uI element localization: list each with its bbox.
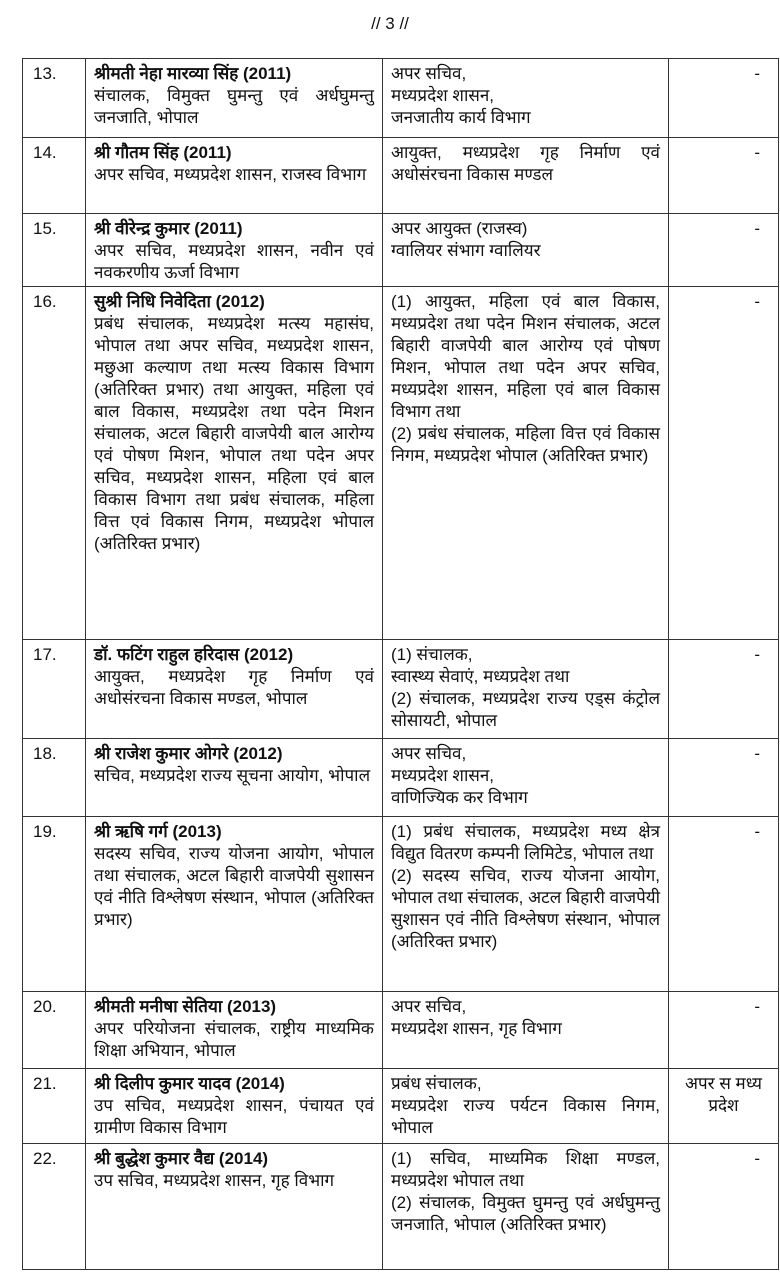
remarks-cell <box>669 214 779 287</box>
officer-name: डॉ. फटिंग राहुल हरिदास (2012) <box>94 645 294 664</box>
new-posting-cell <box>383 59 669 138</box>
new-posting-line: (2) संचालक, विमुक्त घुमन्तु एवं अर्धघुमन्तु जनजाति, भोपाल (अतिरिक्त प्रभार) <box>391 1193 660 1234</box>
new-posting-line: मध्यप्रदेश राज्य पर्यटन विकास निगम, भोपाल <box>391 1096 660 1137</box>
remarks-cell <box>669 59 779 138</box>
officer-cell <box>86 739 383 817</box>
officer-name: श्री ऋषि गर्ग (2013) <box>94 822 222 841</box>
new-posting-line: (1) सचिव, माध्यमिक शिक्षा मण्डल, मध्यप्रदेश भोपाल तथा <box>391 1149 660 1190</box>
serial-number: 14. <box>23 138 86 214</box>
remarks: - <box>754 143 760 162</box>
new-posting-line: (1) संचालक, <box>391 645 473 664</box>
officer-cell <box>86 1069 383 1144</box>
current-posting: उप सचिव, मध्यप्रदेश शासन, पंचायत एवं ग्रामीण विकास विभाग <box>94 1096 374 1137</box>
remarks: अपर स मध्य प्रदेश <box>685 1074 762 1115</box>
new-posting-line: मध्यप्रदेश शासन, गृह विभाग <box>391 1019 562 1038</box>
officer-cell <box>86 992 383 1069</box>
new-posting-line: मध्यप्रदेश शासन, <box>391 766 495 785</box>
current-posting: अपर सचिव, मध्यप्रदेश शासन, राजस्व विभाग <box>94 165 367 184</box>
current-posting: अपर सचिव, मध्यप्रदेश शासन, नवीन एवं नवकरणीय ऊर्जा विभाग <box>94 241 374 282</box>
table-row <box>23 287 779 640</box>
current-posting: उप सचिव, मध्यप्रदेश शासन, गृह विभाग <box>94 1171 335 1190</box>
remarks-cell <box>669 138 779 214</box>
new-posting-cell <box>383 739 669 817</box>
new-posting-line: अपर आयुक्त (राजस्व) <box>391 219 528 238</box>
current-posting: सदस्य सचिव, राज्य योजना आयोग, भोपाल तथा संचालक, अटल बिहारी वाजपेयी सुशासन एवं नीति विश्लेषण संस्थान, भोपाल (अतिरिक्त प्रभार) <box>94 844 374 929</box>
new-posting-line: अपर सचिव, <box>391 997 467 1016</box>
officer-name: श्री दिलीप कुमार यादव (2014) <box>94 1074 285 1093</box>
new-posting-line: प्रबंध संचालक, <box>391 1074 482 1093</box>
serial-number: 22. <box>23 1144 86 1270</box>
table-row <box>23 992 779 1069</box>
new-posting-line: (2) संचालक, मध्यप्रदेश राज्य एड्स कंट्रोल सोसायटी, भोपाल <box>391 689 660 730</box>
serial-number: 16. <box>23 287 86 640</box>
new-posting-line: (2) सदस्य सचिव, राज्य योजना आयोग, भोपाल तथा संचालक, अटल बिहारी वाजपेयी सुशासन एवं नीति विश्लेषण संस्थान, भोपाल (अतिरिक्त प्रभार) <box>391 866 660 951</box>
officer-cell <box>86 59 383 138</box>
remarks: - <box>754 645 760 664</box>
new-posting-line: आयुक्त, मध्यप्रदेश गृह निर्माण एवं अधोसंरचना विकास मण्डल <box>391 143 660 184</box>
officer-name: श्री वीरेन्द्र कुमार (2011) <box>94 219 243 238</box>
transfer-table <box>22 58 779 1270</box>
new-posting-line: मध्यप्रदेश शासन, <box>391 86 495 105</box>
new-posting-cell <box>383 992 669 1069</box>
remarks-cell <box>669 287 779 640</box>
new-posting-line: स्वास्थ्य सेवाएं, मध्यप्रदेश तथा <box>391 667 570 686</box>
officer-cell <box>86 214 383 287</box>
table-row <box>23 214 779 287</box>
officer-name: श्री बुद्धेश कुमार वैद्य (2014) <box>94 1149 269 1168</box>
table-row <box>23 739 779 817</box>
remarks-cell <box>669 817 779 992</box>
serial-number: 15. <box>23 214 86 287</box>
remarks: - <box>754 822 760 841</box>
new-posting-cell <box>383 1144 669 1270</box>
new-posting-line: ग्वालियर संभाग ग्वालियर <box>391 241 541 260</box>
serial-number: 20. <box>23 992 86 1069</box>
remarks-cell <box>669 992 779 1069</box>
current-posting: संचालक, विमुक्त घुमन्तु एवं अर्धघुमन्तु जनजाति, भोपाल <box>94 86 374 127</box>
remarks: - <box>754 219 760 238</box>
serial-number: 17. <box>23 640 86 739</box>
table-row <box>23 817 779 992</box>
new-posting-cell <box>383 214 669 287</box>
table-row <box>23 138 779 214</box>
officer-cell <box>86 817 383 992</box>
officer-name: श्री गौतम सिंह (2011) <box>94 143 232 162</box>
serial-number: 13. <box>23 59 86 138</box>
remarks: - <box>754 744 760 763</box>
current-posting: आयुक्त, मध्यप्रदेश गृह निर्माण एवं अधोसंरचना विकास मण्डल, भोपाल <box>94 667 374 708</box>
officer-name: श्री राजेश कुमार ओगरे (2012) <box>94 744 283 763</box>
current-posting: प्रबंध संचालक, मध्यप्रदेश मत्स्य महासंघ, भोपाल तथा अपर सचिव, मध्यप्रदेश शासन, मछुआ कल्याण तथा मत्स्य विकास विभाग (अतिरिक्त प्रभार) तथा आयुक्त, महिला एवं बाल विकास, मध्यप्रदेश तथा पदेन मिशन संचालक, अटल बिहारी वाजपेयी बाल आरोग्य एवं पोषण मिशन, भोपाल तथा पदेन अपर सचिव, मध्यप्रदेश शासन, महिला एवं बाल विकास विभाग तथा प्रबंध संचालक, महिला वित्त एवं विकास निगम, मध्यप्रदेश भोपाल (अतिरिक्त प्रभार) <box>94 314 374 553</box>
new-posting-line: अपर सचिव, <box>391 64 467 83</box>
officer-cell <box>86 138 383 214</box>
table-row <box>23 1144 779 1270</box>
remarks-cell <box>669 739 779 817</box>
new-posting-line: (2) प्रबंध संचालक, महिला वित्त एवं विकास निगम, मध्यप्रदेश भोपाल (अतिरिक्त प्रभार) <box>391 424 660 465</box>
new-posting-line: अपर सचिव, <box>391 744 467 763</box>
remarks-cell <box>669 1144 779 1270</box>
new-posting-cell <box>383 1069 669 1144</box>
new-posting-cell <box>383 138 669 214</box>
officer-name: श्रीमती मनीषा सेतिया (2013) <box>94 997 277 1016</box>
new-posting-line: (1) आयुक्त, महिला एवं बाल विकास, मध्यप्रदेश तथा पदेन मिशन संचालक, अटल बिहारी वाजपेयी बाल आरोग्य एवं पोषण मिशन, भोपाल तथा पदेन अपर सचिव, मध्यप्रदेश शासन, महिला एवं बाल विकास विभाग तथा <box>391 292 660 421</box>
new-posting-line: (1) प्रबंध संचालक, मध्यप्रदेश मध्य क्षेत्र विद्युत वितरण कम्पनी लिमिटेड, भोपाल तथा <box>391 822 660 863</box>
officer-cell <box>86 287 383 640</box>
remarks-cell <box>669 1069 779 1144</box>
serial-number: 19. <box>23 817 86 992</box>
remarks: - <box>754 292 760 311</box>
remarks: - <box>754 64 760 83</box>
officer-name: सुश्री निधि निवेदिता (2012) <box>94 292 265 311</box>
new-posting-line: जनजातीय कार्य विभाग <box>391 108 531 127</box>
remarks: - <box>754 997 760 1016</box>
new-posting-cell <box>383 287 669 640</box>
serial-number: 18. <box>23 739 86 817</box>
officer-name: श्रीमती नेहा मारव्या सिंह (2011) <box>94 64 292 83</box>
new-posting-line: वाणिज्यिक कर विभाग <box>391 788 528 807</box>
table-row <box>23 640 779 739</box>
new-posting-cell <box>383 640 669 739</box>
serial-number: 21. <box>23 1069 86 1144</box>
current-posting: अपर परियोजना संचालक, राष्ट्रीय माध्यमिक शिक्षा अभियान, भोपाल <box>94 1019 374 1060</box>
officer-cell <box>86 1144 383 1270</box>
remarks-cell <box>669 640 779 739</box>
table-row <box>23 59 779 138</box>
page-number: // 3 // <box>371 14 409 33</box>
current-posting: सचिव, मध्यप्रदेश राज्य सूचना आयोग, भोपाल <box>94 766 371 785</box>
table-row <box>23 1069 779 1144</box>
new-posting-cell <box>383 817 669 992</box>
remarks: - <box>754 1149 760 1168</box>
officer-cell <box>86 640 383 739</box>
